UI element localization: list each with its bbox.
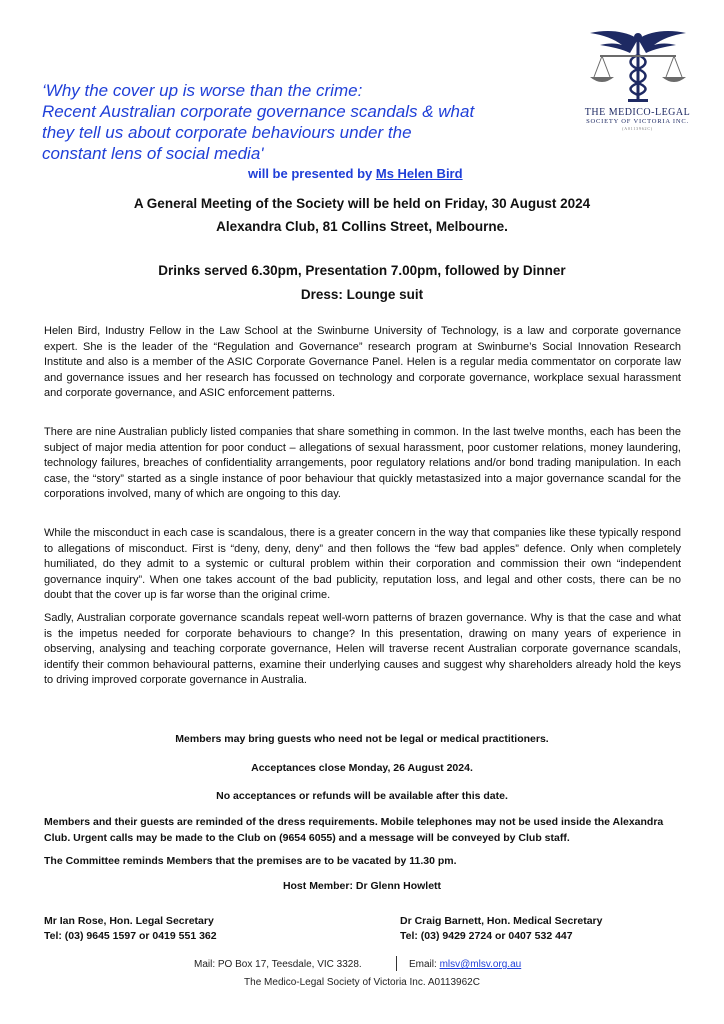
body-paragraph: There are nine Australian publicly listed companies that share something in common. In the last twelve months, each has been the subject of major media attention for poor conduct – allegations of sexual harassment, poor customer relations, money laundering, technology failures, breaches of confidentiality arrangements, poor regulatory relations and/or bond trading manipulation. In each case, the “story” started as a single instance of poor behaviour that quickly metastasized into a major governance scandal for the corporations involved, many of which are ongoing to this day. <box>44 426 681 500</box>
refunds-notice: No acceptances or refunds will be available after this date. <box>216 790 508 802</box>
title-line: they tell us about corporate behaviours under the <box>42 123 412 142</box>
footer-divider <box>396 956 397 971</box>
body-paragraph: While the misconduct in each case is scandalous, there is a greater concern in the way that companies like these typically respond to allegations of misconduct. First is “deny, deny, deny” and then follows the “few bad apples” defence. Only when completely humiliated, do they admit to a systemic or cultural problem within their corporation and commission their own “independent governance inquiry”. When one takes account of the bad publicity, reputation loss, and legal and other costs, there can be no doubt that the cover up is far worse than the original crime. <box>44 527 681 601</box>
logo-subname: SOCIETY OF VICTORIA INC. <box>586 118 689 125</box>
society-logo <box>575 25 700 135</box>
presenter-line <box>248 166 668 181</box>
footer-email-label: Email: <box>409 959 440 970</box>
body-paragraph: Sadly, Australian corporate governance scandals repeat well-worn patterns of brazen governance. Why is that the case and what is the impetus needed for corporate behaviours to change? In this presentation, drawing on many years of experience in observing, analysing and teaching corporate governance, Helen will traverse recent Australian corporate governance scandals, identify their common behavioural patterns, examine their underlying causes and suggest why shareholders already hold the keys to driving improved corporate governance in Australia. <box>44 612 681 686</box>
meeting-venue: Alexandra Club, 81 Collins Street, Melbourne. <box>216 219 508 234</box>
meeting-date: A General Meeting of the Society will be held on Friday, 30 August 2024 <box>133 196 591 211</box>
presenter-prefix: will be presented by <box>248 166 376 181</box>
meeting-schedule: Drinks served 6.30pm, Presentation 7.00pm, followed by Dinner <box>158 263 566 278</box>
logo-name: THE MEDICO-LEGAL <box>584 107 691 118</box>
footer-org: The Medico-Legal Society of Victoria Inc. A0113962C <box>244 977 480 988</box>
vacate-notice: The Committee reminds Members that the premises are to be vacated by 11.30 pm. <box>44 855 457 867</box>
legal-secretary-tel: Tel: (03) 9645 1597 or 0419 551 362 <box>44 930 217 942</box>
caduceus-scales-icon <box>578 25 698 105</box>
medical-secretary-name: Dr Craig Barnett, Hon. Medical Secretary <box>400 915 603 927</box>
legal-secretary <box>44 914 217 944</box>
footer-email <box>409 959 521 970</box>
presenter-name: Ms Helen Bird <box>375 166 463 181</box>
dress-reminder-notice: Members and their guests are reminded of the dress requirements. Mobile telephones may not be used inside the Alexandra Club. Urgent calls may be made to the Club on (9654 6055) and a message will be conveyed by Club staff. <box>44 816 664 844</box>
footer-mail: Mail: PO Box 17, Teesdale, VIC 3328. <box>194 959 362 970</box>
medical-secretary <box>400 914 602 944</box>
bio-paragraph: Helen Bird, Industry Fellow in the Law School at the Swinburne University of Technology, is a law and corporate governance expert. She is the leader of the “Regulation and Governance” research program at Swinburne’s Social Innovation Research Institute and also is a member of the ASIC Corporate Governance Panel. Helen is a regular media commentator on corporate law and governance issues and her research has focussed on technology and corporate governance, workplace sexual harassment and corporate governance, and ASIC enforcement patterns. <box>44 325 681 399</box>
legal-secretary-name: Mr Ian Rose, Hon. Legal Secretary <box>44 915 214 927</box>
title-line: constant lens of social media' <box>42 144 264 163</box>
email-link[interactable]: mlsv@mlsv.org.au <box>439 959 522 970</box>
dress-code: Dress: Lounge suit <box>300 287 424 302</box>
guests-notice: Members may bring guests who need not be legal or medical practitioners. <box>175 733 549 745</box>
title-line: ‘Why the cover up is worse than the crime: <box>42 81 363 100</box>
acceptances-notice: Acceptances close Monday, 26 August 2024. <box>251 762 473 774</box>
presentation-title <box>42 80 562 164</box>
medical-secretary-tel: Tel: (03) 9429 2724 or 0407 532 447 <box>400 930 573 942</box>
host-member: Host Member: Dr Glenn Howlett <box>282 880 442 892</box>
logo-registration: (A0113962C) <box>622 126 653 131</box>
title-line: Recent Australian corporate governance scandals & what <box>42 102 475 121</box>
